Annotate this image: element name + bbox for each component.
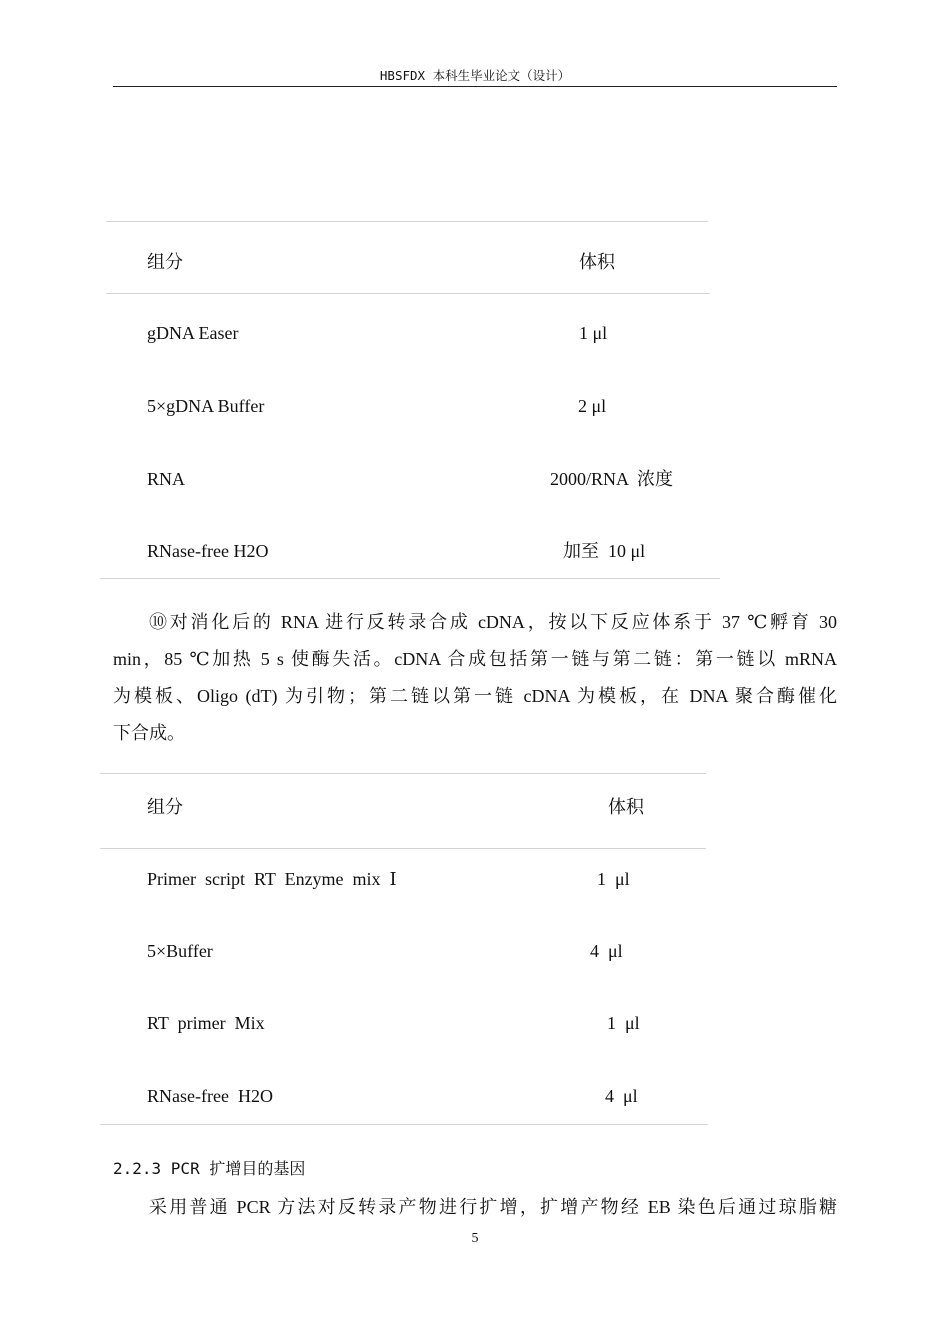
table2-row1-volume: 1 μl [597,869,630,889]
table2-bottom-rule [100,1124,708,1125]
paragraph-reverse-transcription [113,604,837,752]
table1-bottom-rule [100,578,720,579]
table2-header-volume: 体积 [608,797,644,817]
table1-header-volume: 体积 [579,252,615,272]
paragraph1-line1: ⑩对消化后的 RNA 进行反转录合成 cDNA，按以下反应体系于 37 ℃孵育 30 [149,612,837,632]
table1-row2-component: 5×gDNA Buffer [147,396,265,416]
paragraph1-line2: min，85 ℃加热 5 s 使酶失活。cDNA 合成包括第一链与第二链：第一链以 mRNA [113,649,837,669]
table1-header-rule [106,293,710,294]
table2-row3-component: RT primer Mix [147,1013,265,1033]
table1-row2-volume: 2 μl [578,396,607,416]
table1-top-rule [106,221,708,222]
table2-top-rule [100,773,706,774]
header-rule [113,86,837,87]
table1-row3-volume: 2000/RNA 浓度 [550,469,674,489]
section-heading: 2.2.3 PCR 扩增目的基因 [113,1159,306,1178]
table2-row2-component: 5×Buffer [147,941,213,961]
table2-row4-component: RNase-free H2O [147,1086,273,1106]
table2-row3-volume: 1 μl [607,1013,640,1033]
table1-row4-volume: 加至 10 μl [563,541,646,561]
table1-row4-component: RNase-free H2O [147,541,269,561]
table2-header-rule [100,848,706,849]
paragraph-pcr [113,1193,837,1219]
page-header: HBSFDX 本科生毕业论文（设计） [379,68,571,83]
table2-header-component: 组分 [147,797,183,817]
paragraph1-line4: 下合成。 [113,723,185,743]
table2-row2-volume: 4 μl [590,941,623,961]
table1-row3-component: RNA [147,469,186,489]
table2-row1-component: Primer script RT Enzyme mix Ⅰ [147,869,397,889]
table1-header-component: 组分 [147,252,183,272]
table1-row1-volume: 1 μl [579,323,608,343]
paragraph1-line3: 为模板、Oligo (dT) 为引物；第二链以第一链 cDNA 为模板，在 DNA 聚合酶催化 [113,686,837,706]
table2-row4-volume: 4 μl [605,1086,638,1106]
table1-row1-component: gDNA Easer [147,323,239,343]
paragraph2-line1: 采用普通 PCR 方法对反转录产物进行扩增，扩增产物经 EB 染色后通过琼脂糖 [149,1197,837,1217]
page-number: 5 [471,1231,479,1246]
